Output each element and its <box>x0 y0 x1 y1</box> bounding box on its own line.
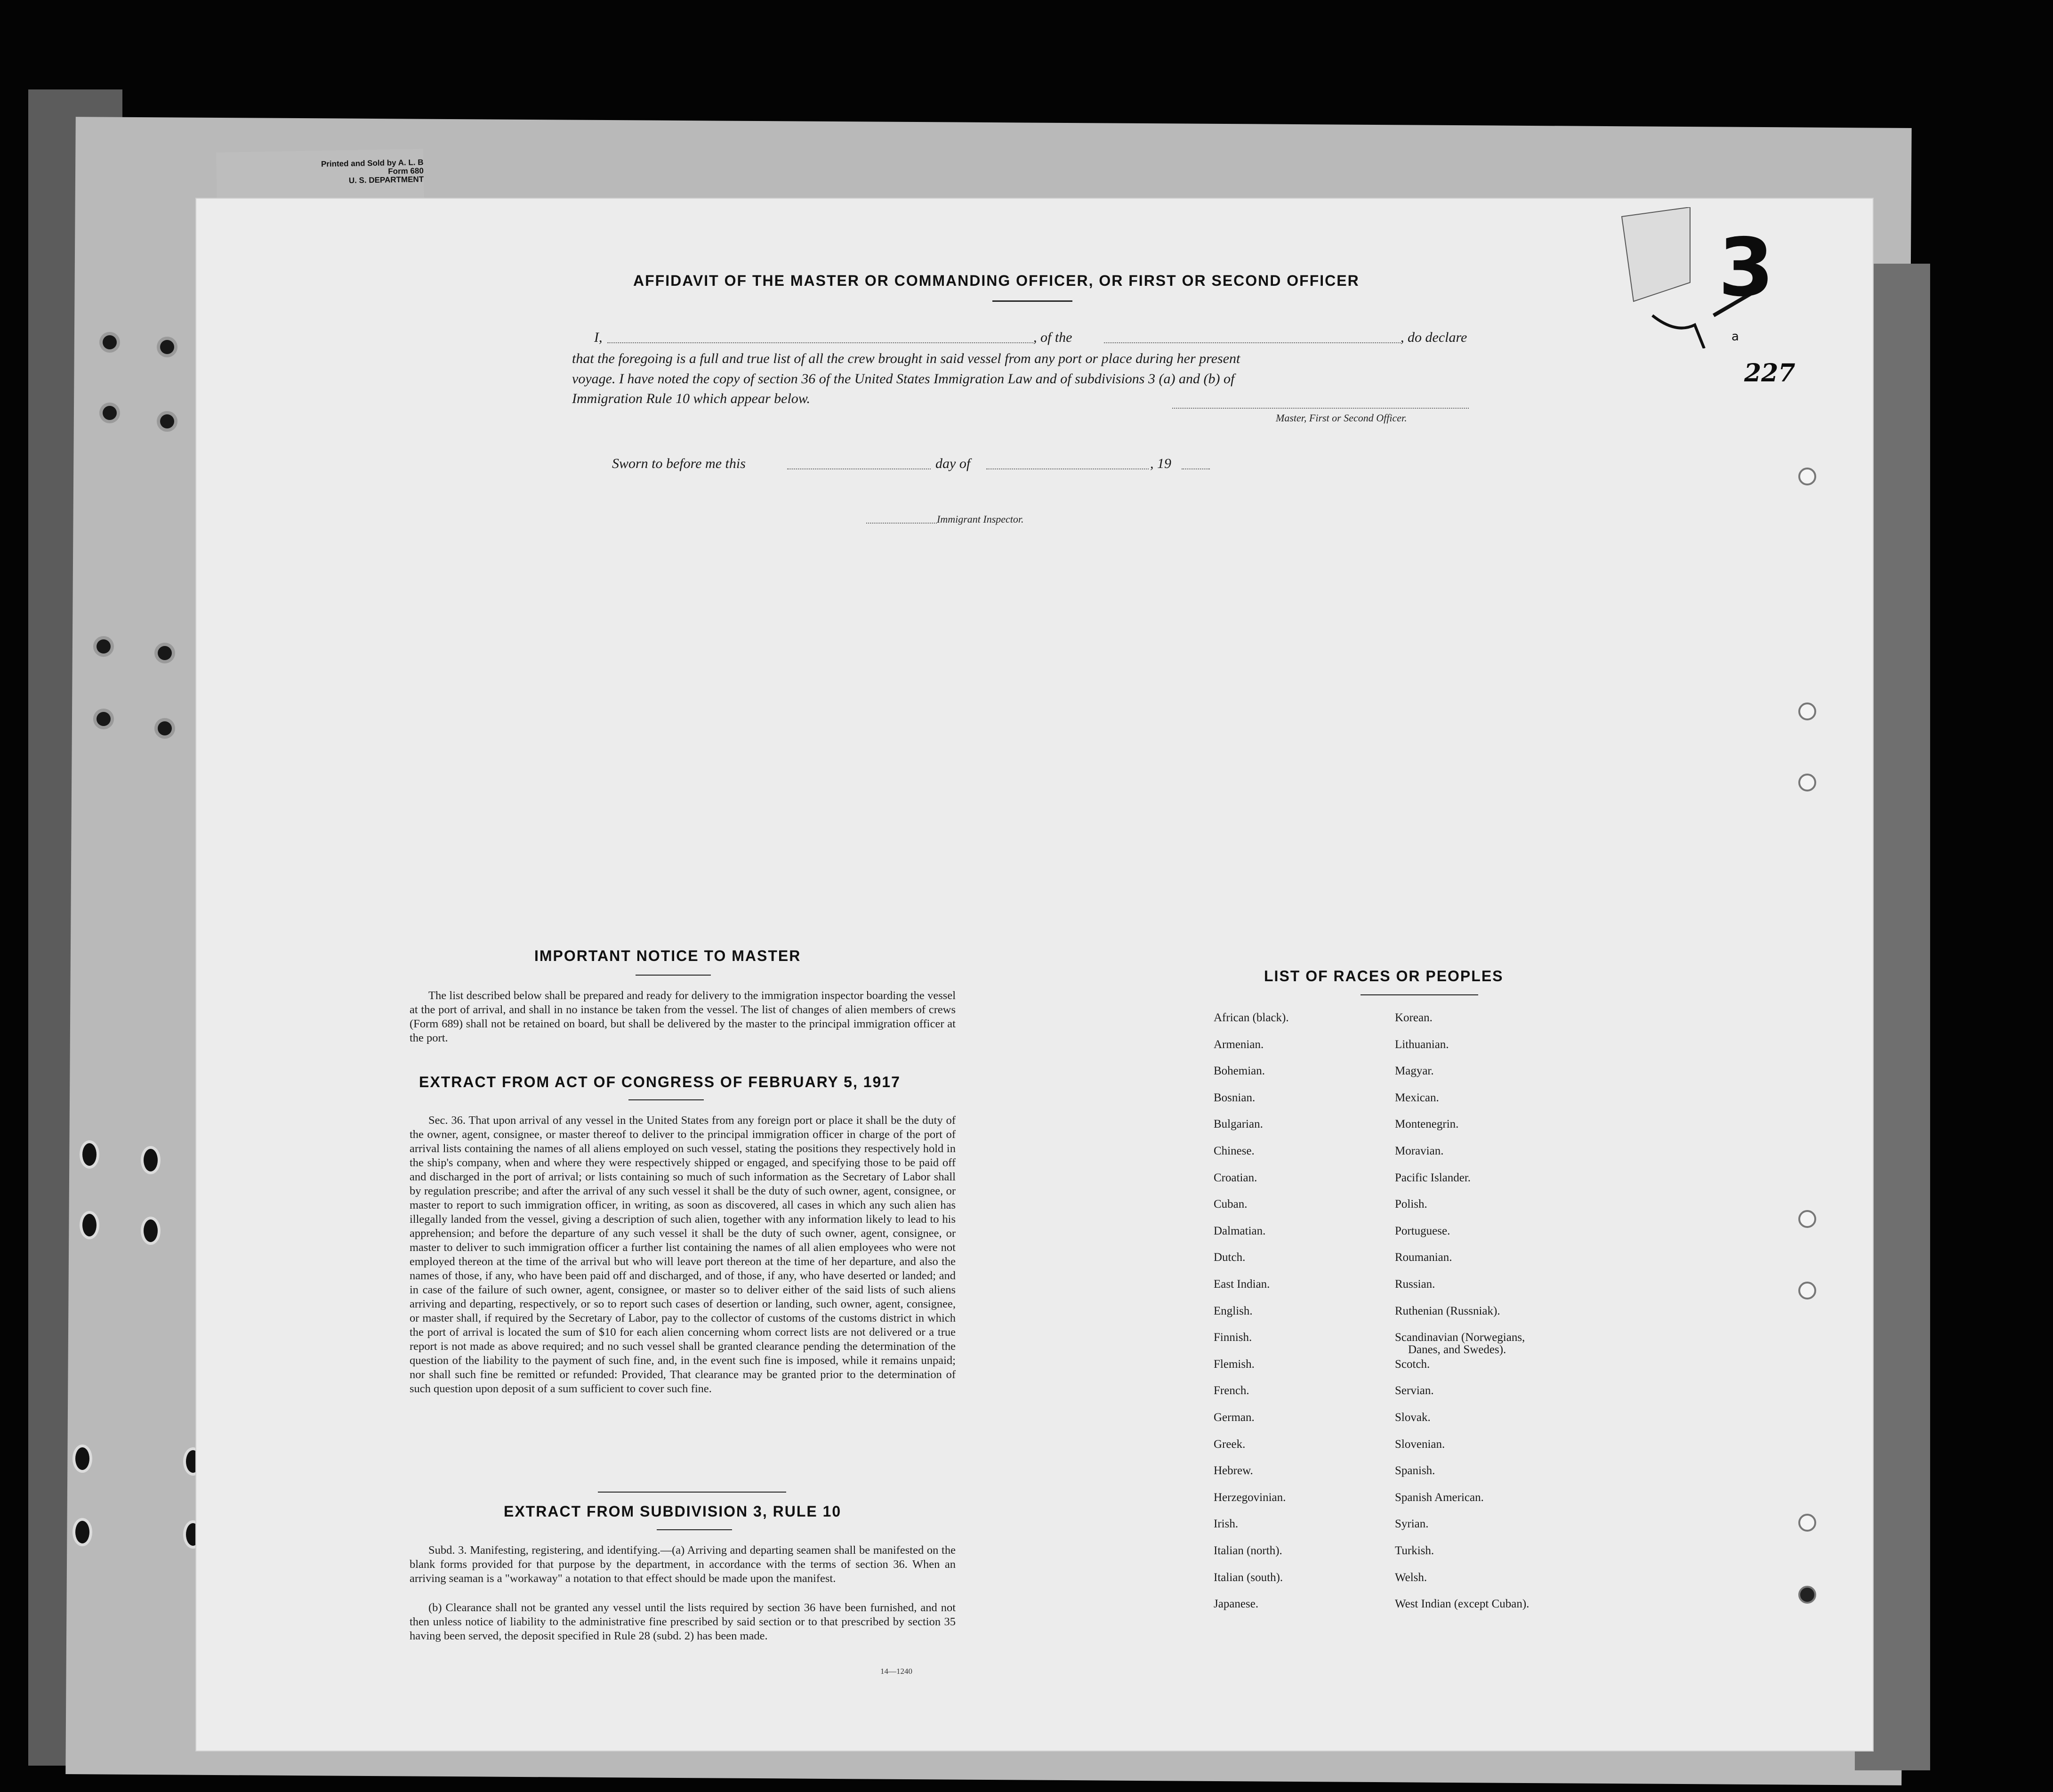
binder-hole <box>97 712 111 726</box>
binder-hole <box>97 639 111 654</box>
sworn-prefix: Sworn to before me this <box>612 456 746 471</box>
printer-line: Printed and Sold by A. L. B <box>321 158 424 169</box>
race-item: Lithuanian. <box>1395 1038 1449 1051</box>
race-item: Servian. <box>1395 1384 1434 1397</box>
race-item: French. <box>1214 1384 1249 1397</box>
race-item: Flemish. <box>1214 1357 1255 1371</box>
race-item: Herzegovinian. <box>1214 1491 1286 1504</box>
folio-number: 227 <box>1744 359 1795 387</box>
race-item: Japanese. <box>1214 1598 1259 1611</box>
notice-title: IMPORTANT NOTICE TO MASTER <box>534 947 801 964</box>
page-hole <box>1798 702 1816 720</box>
race-item: Polish. <box>1395 1198 1427 1211</box>
act-extract-title: EXTRACT FROM ACT OF CONGRESS OF FEBRUARY 5, 1917 <box>419 1074 901 1090</box>
race-item: Slovak. <box>1395 1411 1431 1424</box>
rule-extract-subd-a: Subd. 3. Manifesting, registering, and identifying.—(a) Arriving and departing seamen shall be manifested on the blank forms provided for that purpose by the department, in accordance with the terms of section 36. When an arriving seaman is a "workaway" a notation to that effect should be made upon the manifest. <box>410 1544 956 1585</box>
race-item: Chinese. <box>1214 1145 1255 1157</box>
race-item: East Indian. <box>1214 1278 1270 1291</box>
race-item: Bulgarian. <box>1214 1118 1263 1131</box>
vessel-name-blank <box>1104 342 1401 343</box>
races-rule <box>1361 994 1478 995</box>
title-rule <box>992 300 1072 302</box>
binder-hole <box>82 1214 97 1236</box>
race-item: Dutch. <box>1214 1251 1246 1264</box>
race-item: Mexican. <box>1395 1091 1439 1104</box>
inspector-caption: Immigrant Inspector. <box>937 513 1024 525</box>
binder-hole <box>103 335 117 349</box>
act-extract-text: Sec. 36. That upon arrival of any vessel in the United States from any foreign port or place it shall be the duty of the owner, agent, consignee, or master thereof to deliver to the principal immigration officer in charge of the port of arrival lists containing the names of all aliens employed on such vessel, stating the positions they respectively hold in the ship's company, when and where they were respectively shipped or engaged, and specifying those to be paid off and discharged in the port of arrival; or lists containing so much of such information as the Secretary of Labor shall by regulation prescribe; and after the arrival of any such vessel it shall be the duty of such owner, agent, consignee, or master to report to such immigration officer, in writing, as soon as discovered, all cases in which any such alien has illegally landed from the vessel, giving a description of such alien, together with any information likely to lead to his apprehension; and before the departure of any such vessel it shall be the duty of such owner, agent, consignee, or master to deliver to such immigration officer a further list containing the names of all alien employees who were not employed thereon at the time of the arrival but who will leave port thereon at the time of her departure, and also the names of those, if any, who have been paid off and discharged, and of those, if any, who have deserted or landed; and in case of the failure of such owner, agent, consignee, or master so to deliver either of the said lists of such aliens arriving and departing, respectively, or so to report such cases of desertion or landing, such owner, agent, consignee, or master shall, if required by the Secretary of Labor, pay to the collector of customs of the customs district in which the port of arrival is located the sum of $10 for each alien concerning whom correct lists are not delivered or a true report is not made as above required; and no such vessel shall be granted clearance pending the determination of the question of the liability to the payment of such fine, and, in the event such fine is imposed, while it remains unpaid; nor shall such fine be remitted or refunded: Provided, That clearance may be granted prior to the determination of such question upon deposit of a sum sufficient to cover such fine. <box>410 1114 956 1395</box>
notice-text: The list described below shall be prepared and ready for delivery to the immigration inspector boarding the vessel at the port of arrival, and shall in no instance be taken from the vessel. The list of changes of alien members of crews (Form 689) shall not be retained on board, but shall be delivered by the master to the principal immigration officer at the port. <box>410 989 956 1044</box>
race-item: Greek. <box>1214 1437 1246 1451</box>
race-item: Ruthenian (Russniak). <box>1395 1304 1500 1317</box>
affidavit-title: AFFIDAVIT OF THE MASTER OR COMMANDING OFFICER, OR FIRST OR SECOND OFFICER <box>633 272 1360 289</box>
page-hole <box>1798 468 1816 485</box>
master-caption: Master, First or Second Officer. <box>1276 412 1407 424</box>
page-hole <box>1798 1514 1816 1532</box>
sworn-day-label: day of <box>935 456 971 471</box>
race-item: Russian. <box>1395 1278 1435 1291</box>
stamp-fragment: a <box>1731 330 1739 344</box>
affidavit-line-3: voyage. I have noted the copy of section 36 of the United States Immigration Law and of subdivisions 3 (a) and (b) of <box>572 371 1235 387</box>
master-name-blank <box>607 342 1033 343</box>
races-title: LIST OF RACES OR PEOPLES <box>1264 968 1504 985</box>
binder-hole <box>160 340 174 354</box>
race-item: Finnish. <box>1214 1331 1252 1344</box>
sworn-year-label: , 19 <box>1150 456 1171 471</box>
sworn-year-blank <box>1182 468 1210 469</box>
race-item: Portuguese. <box>1395 1224 1450 1237</box>
race-item: Dalmatian. <box>1214 1224 1266 1237</box>
binder-hole <box>158 721 172 735</box>
race-item: Welsh. <box>1395 1571 1427 1584</box>
form-number-line: Form 680 <box>388 166 424 176</box>
race-item: Scotch. <box>1395 1357 1430 1371</box>
master-signature-blank <box>1172 408 1469 409</box>
form-print-number: 14—1240 <box>880 1667 912 1676</box>
binder-hole <box>160 414 174 428</box>
binder-hole <box>158 646 172 660</box>
binder-hole <box>144 1149 158 1171</box>
affidavit-line-4: Immigration Rule 10 which appear below. <box>572 391 811 406</box>
race-item: Italian (north). <box>1214 1544 1282 1557</box>
rule-extract-rule <box>657 1529 732 1530</box>
race-item: Irish. <box>1214 1518 1239 1531</box>
sworn-day-blank <box>787 468 931 469</box>
handwritten-sheet-number: 3 <box>1718 221 1774 315</box>
race-item: Cuban. <box>1214 1198 1248 1211</box>
form-header-slip <box>216 149 424 204</box>
race-item: English. <box>1214 1304 1253 1317</box>
binder-hole <box>75 1447 89 1470</box>
binder-hole <box>144 1219 158 1242</box>
race-item: Syrian. <box>1395 1518 1429 1531</box>
race-item: Spanish. <box>1395 1464 1435 1477</box>
race-item: Montenegrin. <box>1395 1118 1459 1131</box>
race-item: Hebrew. <box>1214 1464 1253 1477</box>
race-item: Italian (south). <box>1214 1571 1283 1584</box>
manifest-page <box>195 198 1874 1752</box>
affidavit-i: I, <box>594 330 603 345</box>
race-item: Croatian. <box>1214 1171 1257 1184</box>
race-item: Turkish. <box>1395 1544 1434 1557</box>
race-item: Slovenian. <box>1395 1437 1445 1451</box>
race-item: Moravian. <box>1395 1145 1444 1157</box>
race-item: Scandinavian (Norwegians, <box>1395 1331 1525 1344</box>
race-item: Bohemian. <box>1214 1065 1265 1078</box>
race-item: Pacific Islander. <box>1395 1171 1471 1184</box>
affidavit-line-2: that the foregoing is a full and true list of all the crew brought in said vessel from any port or place during her present <box>572 351 1240 366</box>
race-item: Danes, and Swedes). <box>1408 1343 1506 1356</box>
race-item: Bosnian. <box>1214 1091 1256 1104</box>
race-item: Magyar. <box>1395 1065 1434 1078</box>
notice-rule <box>636 975 711 976</box>
inspector-signature-blank <box>866 523 937 524</box>
rule-extract-subd-b: (b) Clearance shall not be granted any vessel until the lists required by section 36 have been furnished, and not then unless notice of liability to the administrative fine prescribed by said section or to that prescribed by section 35 having been served, the deposit specified in Rule 28 (subd. 2) has been made. <box>410 1601 956 1642</box>
act-extract-rule <box>628 1099 704 1100</box>
rule-extract-title: EXTRACT FROM SUBDIVISION 3, RULE 10 <box>504 1503 842 1520</box>
race-item: Roumanian. <box>1395 1251 1452 1264</box>
race-item: Korean. <box>1395 1011 1433 1024</box>
department-line: U. S. DEPARTMENT <box>348 175 424 185</box>
page-hole <box>1798 1210 1816 1228</box>
binder-hole <box>75 1521 89 1543</box>
sworn-month-blank <box>986 468 1149 469</box>
race-item: Armenian. <box>1214 1038 1264 1051</box>
rule-extract-top-rule <box>598 1492 786 1493</box>
race-item: African (black). <box>1214 1011 1289 1024</box>
affidavit-do-declare: , do declare <box>1401 330 1467 345</box>
affidavit-of-the: , of the <box>1033 330 1072 345</box>
race-item: West Indian (except Cuban). <box>1395 1598 1530 1611</box>
binder-hole <box>103 406 117 420</box>
binder-hole <box>82 1143 97 1166</box>
page-hole <box>1798 774 1816 791</box>
page-hole <box>1798 1282 1816 1300</box>
race-item: German. <box>1214 1411 1255 1424</box>
page-hole <box>1798 1586 1816 1604</box>
race-item: Spanish American. <box>1395 1491 1484 1504</box>
